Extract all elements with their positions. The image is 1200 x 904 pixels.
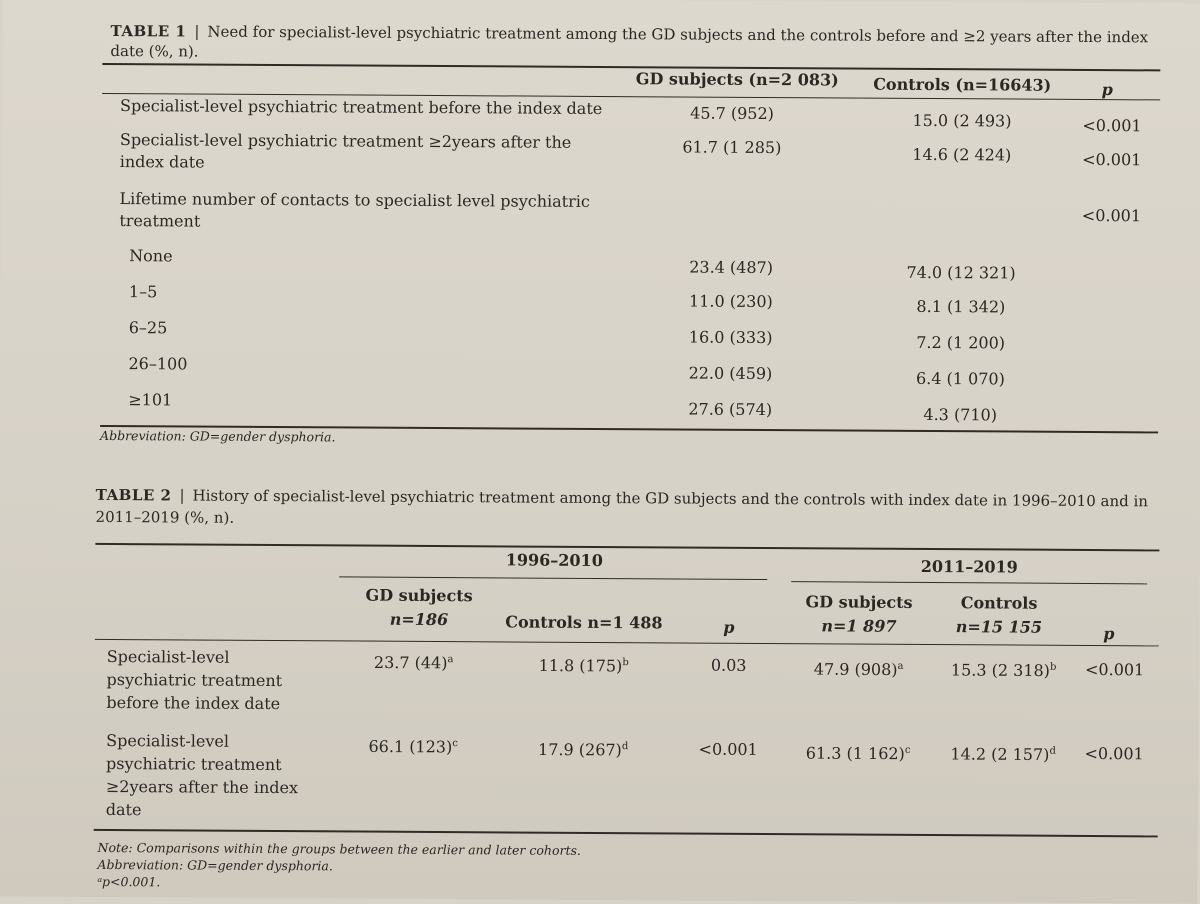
table2-row-label: Specialist-level psychiatric treatment before the index date — [106, 646, 283, 714]
table1-header-p: p — [1101, 80, 1113, 100]
table1-footnote: Abbreviation: GD=gender dysphoria. — [100, 427, 336, 445]
table2-group2-header: 2011–2019 — [920, 556, 1018, 577]
table2-g1-p-header: p — [723, 617, 735, 637]
table1-cell-controls: 15.0 (2 493) — [912, 110, 1012, 131]
table2-g2-gd-value: 61.3 (1 162) — [805, 743, 905, 764]
table2-caption-text: History of specialist-level psychiatric treatment among the GD subjects and the controls with index date in 1996–2010 and in 2011–2019 (%, n). — [95, 486, 1149, 527]
table2-g2-controls-n: n=15 155 — [955, 617, 1043, 637]
table1-cell-gd: 45.7 (952) — [690, 103, 774, 124]
table2-footnote-abbreviation: Abbreviation: GD=gender dysphoria. — [97, 856, 333, 874]
table2-g1-ctrl-cell — [499, 651, 669, 677]
table2-footnote-note: Note: Comparisons within the groups between the earlier and later cohorts. — [97, 839, 581, 858]
table2-bottom-rule — [94, 829, 1158, 837]
table1-cell-p: <0.001 — [1082, 149, 1142, 170]
table1-cell-gd: 16.0 (333) — [688, 327, 773, 348]
footnote-marker: b — [622, 657, 629, 669]
table2-g1-ctrl-value: 17.9 (267) — [538, 739, 622, 760]
table2-g2-p-cell: <0.001 — [1084, 743, 1144, 764]
table1-cell-controls: 7.2 (1 200) — [916, 332, 1006, 353]
table2-g1-p-cell: <0.001 — [698, 739, 758, 759]
table1-row-label: Specialist-level psychiatric treatment ≥2years after the index date — [119, 130, 572, 172]
table2-g2-ctrl-cell — [928, 740, 1078, 766]
table1-header-gd: GD subjects (n=2 083) — [635, 69, 839, 90]
table1-cell-controls: 6.4 (1 070) — [915, 368, 1005, 389]
table1-cell-controls: 14.6 (2 424) — [912, 144, 1012, 165]
table1-cell-controls: 4.3 (710) — [923, 404, 998, 425]
table2-footnote-a: ᵃp<0.001. — [97, 873, 161, 890]
table1-cell-gd: 23.4 (487) — [689, 257, 774, 278]
table2-g2-gd-n: n=1 897 — [821, 616, 897, 636]
table2-g2-p-header: p — [1103, 624, 1115, 644]
table2-label: TABLE 2 — [95, 485, 172, 505]
table2-g2-controls-header: Controls — [960, 593, 1038, 613]
table2-g2-ctrl-cell — [929, 656, 1079, 682]
table1-cell-gd: 27.6 (574) — [688, 399, 773, 420]
table1-cell-controls: 8.1 (1 342) — [916, 296, 1006, 317]
table1-label: TABLE 1 — [110, 22, 187, 41]
footnote-marker: d — [1049, 745, 1056, 757]
table2-group2-rule — [791, 581, 1147, 584]
table2-g1-gd-value: 23.7 (44) — [373, 652, 448, 673]
table2-g2-gd-value: 47.9 (908) — [813, 659, 898, 680]
table2-g2-gd-cell — [789, 655, 929, 681]
table2-group1-rule — [339, 576, 767, 580]
table1-header-controls: Controls (n=16643) — [873, 74, 1052, 95]
table1-row-label: 6–25 — [128, 318, 168, 338]
table2-g1-gd-cell — [339, 648, 489, 674]
table1-row-label: Lifetime number of contacts to specialist level psychiatric treatment — [119, 189, 590, 231]
table2-g1-gd-n: n=186 — [389, 609, 449, 630]
table2-g1-gd-header: GD subjects — [365, 585, 473, 606]
table2-g1-controls-header: Controls n=1 488 — [505, 612, 663, 633]
table1-cell-gd: 61.7 (1 285) — [682, 137, 782, 158]
footnote-marker: c — [452, 738, 458, 750]
table1-caption-text: Need for specialist-level psychiatric treatment among the GD subjects and the controls before and ≥2 years after the index date (%, n). — [110, 22, 1149, 61]
footnote-marker: d — [621, 741, 629, 753]
footnote-marker: c — [904, 744, 911, 756]
table2-g2-gd-cell — [788, 739, 928, 765]
table2-g1-p-cell: 0.03 — [710, 655, 747, 675]
table1-row-label: None — [129, 246, 173, 266]
table2-group1-header: 1996–2010 — [505, 550, 603, 571]
table1-row-label: 26–100 — [128, 354, 188, 374]
footnote-marker: b — [1049, 661, 1057, 673]
footnote-marker: a — [447, 654, 454, 666]
table2-g2-gd-header: GD subjects — [805, 592, 913, 612]
table2-g1-ctrl-value: 11.8 (175) — [538, 655, 623, 676]
table1-row-label: ≥101 — [128, 390, 173, 410]
table2-g2-p-cell: <0.001 — [1085, 659, 1145, 680]
table1-cell-gd: 11.0 (230) — [688, 291, 773, 312]
table2-g2-ctrl-value: 15.3 (2 318) — [950, 660, 1051, 681]
table1-cell-p: <0.001 — [1081, 205, 1142, 226]
table2-g1-gd-value: 66.1 (123) — [368, 736, 453, 757]
table1-cell-controls: 74.0 (12 321) — [906, 262, 1016, 283]
table2-row-label: Specialist-level psychiatric treatment ≥2years after the index date — [105, 730, 299, 820]
table2-g1-ctrl-cell — [498, 735, 668, 761]
table1-caption: TABLE 1 | Need for specialist-level psychiatric treatment among the GD subjects and the controls before and ≥2 years after the index date (%, n). — [110, 22, 1149, 61]
table1-cell-gd: 22.0 (459) — [688, 363, 773, 384]
footnote-marker: a — [897, 660, 904, 672]
table1-row-label: Specialist-level psychiatric treatment before the index date — [120, 96, 603, 119]
table2-g1-gd-cell — [338, 732, 488, 758]
table1-cell-p: <0.001 — [1082, 115, 1142, 136]
table1-row-label: 1–5 — [128, 282, 158, 302]
table2-g2-ctrl-value: 14.2 (2 157) — [950, 744, 1050, 765]
table2-caption: TABLE 2 | History of specialist-level psychiatric treatment among the GD subjects and the controls with index date in 1996–2010 and in 2011–2019 (%, n). — [95, 485, 1149, 527]
